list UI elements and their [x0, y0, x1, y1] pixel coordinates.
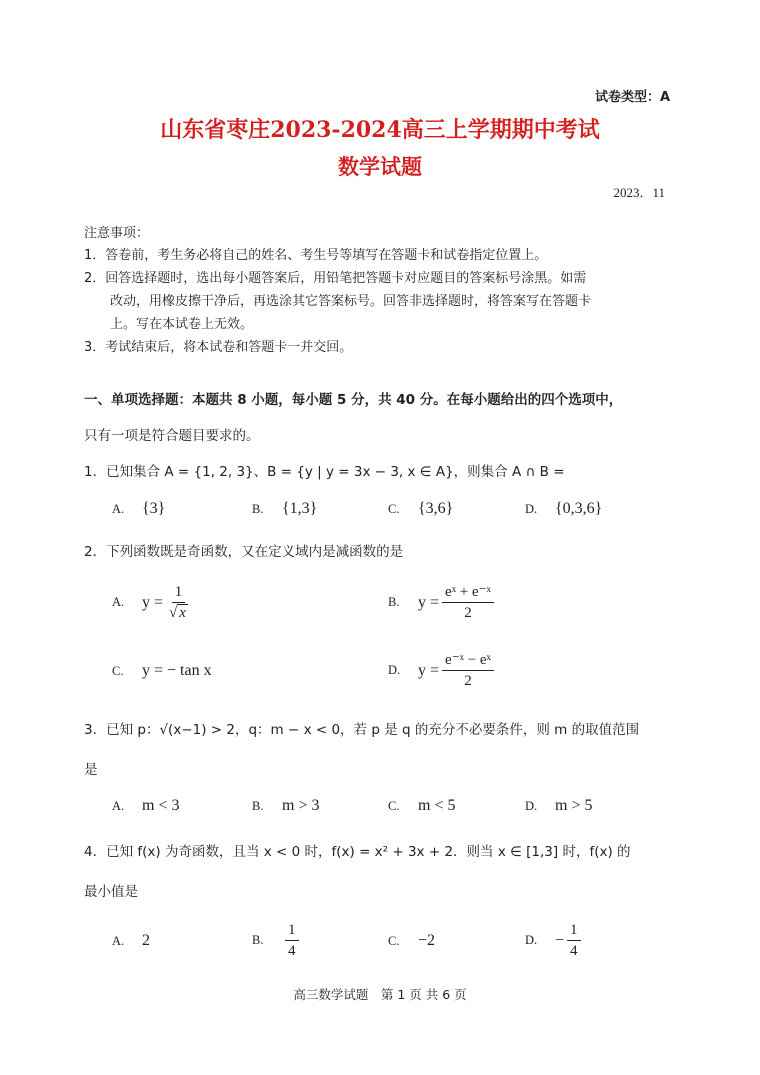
- option-label: B.: [252, 501, 264, 516]
- denominator: 2: [464, 605, 472, 621]
- fraction: [442, 582, 494, 623]
- option-text: {0,3,6}: [555, 500, 603, 517]
- option-label: B.: [252, 798, 264, 813]
- q2-option-b: [388, 582, 497, 623]
- option-label: A.: [112, 798, 125, 813]
- paper-type-label: 试卷类型：A: [594, 90, 670, 105]
- notes-title: 注意事项：: [84, 226, 150, 241]
- q3-option-c: [388, 797, 455, 815]
- exam-title: 山东省枣庄2023-2024高三上学期期中考试: [160, 117, 600, 143]
- option-sign: −: [555, 931, 565, 949]
- q4-option-d: [525, 920, 584, 961]
- option-label: C.: [112, 663, 124, 678]
- denominator: 4: [288, 943, 296, 959]
- fraction: [567, 920, 581, 961]
- option-label: B.: [388, 595, 400, 609]
- question-3-stem: 3．已知 p：√(x−1) > 2，q：m − x < 0，若 p 是 q 的充分不必要条件，则 m 的取值范围: [84, 722, 640, 738]
- q4-option-a: [112, 932, 150, 950]
- q3-option-b: [252, 797, 319, 815]
- option-label: A.: [112, 595, 125, 609]
- numerator: 1: [172, 582, 186, 603]
- option-text: {1,3}: [282, 500, 318, 517]
- fraction: [442, 650, 494, 691]
- option-text: {3,6}: [418, 500, 454, 517]
- denominator: √ x: [169, 605, 186, 621]
- denominator: 2: [464, 673, 472, 689]
- exam-subtitle: 数学试题: [338, 154, 422, 179]
- option-label: D.: [388, 663, 401, 677]
- fraction: [285, 920, 299, 961]
- q4-option-b: [252, 920, 302, 961]
- denominator: 4: [570, 943, 578, 959]
- numerator: 1: [567, 920, 581, 941]
- option-text: m > 5: [555, 797, 593, 814]
- q2-option-d: [388, 650, 497, 691]
- q1-option-a: [112, 500, 165, 518]
- option-lhs: y =: [418, 661, 440, 679]
- note-item-2: 2．回答选择题时，选出每小题答案后，用铅笔把答题卡对应题目的答案标号涂黑。如需: [84, 271, 587, 286]
- numerator: 1: [285, 920, 299, 941]
- option-text: m < 3: [142, 797, 180, 814]
- question-4-stem-cont: 最小值是: [84, 884, 138, 900]
- option-label: D.: [525, 933, 538, 947]
- exam-date: 2023．11: [613, 185, 665, 200]
- option-text: m < 5: [418, 797, 456, 814]
- option-text: {3}: [142, 500, 166, 517]
- q1-option-c: [388, 500, 453, 518]
- note-item-2-cont2: 上。写在本试卷上无效。: [110, 317, 254, 332]
- option-label: B.: [252, 933, 264, 947]
- option-label: A.: [112, 501, 125, 516]
- page-footer: 高三数学试题 第 1 页 共 6 页: [293, 987, 467, 1002]
- fraction: [166, 582, 191, 623]
- option-label: C.: [388, 933, 400, 948]
- numerator: e⁻ˣ − eˣ: [442, 650, 494, 671]
- question-2-stem: 2．下列函数既是奇函数，又在定义域内是减函数的是: [84, 544, 404, 560]
- q1-option-b: [252, 500, 317, 518]
- q4-option-c: [388, 932, 435, 950]
- option-text: −2: [418, 932, 436, 949]
- q2-option-a: [112, 582, 194, 623]
- option-text: m > 3: [282, 797, 320, 814]
- question-1-stem: 1．已知集合 A = {1, 2, 3}、B = {y | y = 3x − 3, x ∈ A}，则集合 A ∩ B =: [84, 464, 565, 480]
- q2-option-c: [112, 662, 212, 680]
- numerator: eˣ + e⁻ˣ: [442, 582, 494, 603]
- question-4-stem: 4．已知 f(x) 为奇函数，且当 x < 0 时，f(x) = x² + 3x + 2．则当 x ∈ [1,3] 时，f(x) 的: [84, 844, 631, 860]
- option-lhs: y =: [142, 593, 164, 611]
- q1-option-d: [525, 500, 602, 518]
- q3-option-d: [525, 797, 592, 815]
- option-text: 2: [142, 932, 150, 949]
- note-item-3: 3．考试结束后，将本试卷和答题卡一并交回。: [84, 340, 353, 355]
- section-heading: 一、单项选择题：本题共 8 小题，每小题 5 分，共 40 分。在每小题给出的四个选项中，: [84, 392, 623, 408]
- option-label: D.: [525, 798, 538, 813]
- option-lhs: y =: [418, 593, 440, 611]
- option-label: D.: [525, 501, 538, 516]
- section-heading-cont: 只有一项是符合题目要求的。: [84, 428, 260, 444]
- option-label: A.: [112, 933, 125, 948]
- option-text: y = − tan x: [142, 662, 212, 679]
- option-label: C.: [388, 501, 400, 516]
- question-3-stem-cont: 是: [84, 762, 98, 778]
- option-label: C.: [388, 798, 400, 813]
- note-item-1: 1．答卷前，考生务必将自己的姓名、考生号等填写在答题卡和试卷指定位置上。: [84, 248, 548, 263]
- radicand: x: [179, 605, 186, 621]
- q3-option-a: [112, 797, 179, 815]
- note-item-2-cont: 改动，用橡皮擦干净后，再选涂其它答案标号。回答非选择题时，将答案写在答题卡: [110, 294, 592, 309]
